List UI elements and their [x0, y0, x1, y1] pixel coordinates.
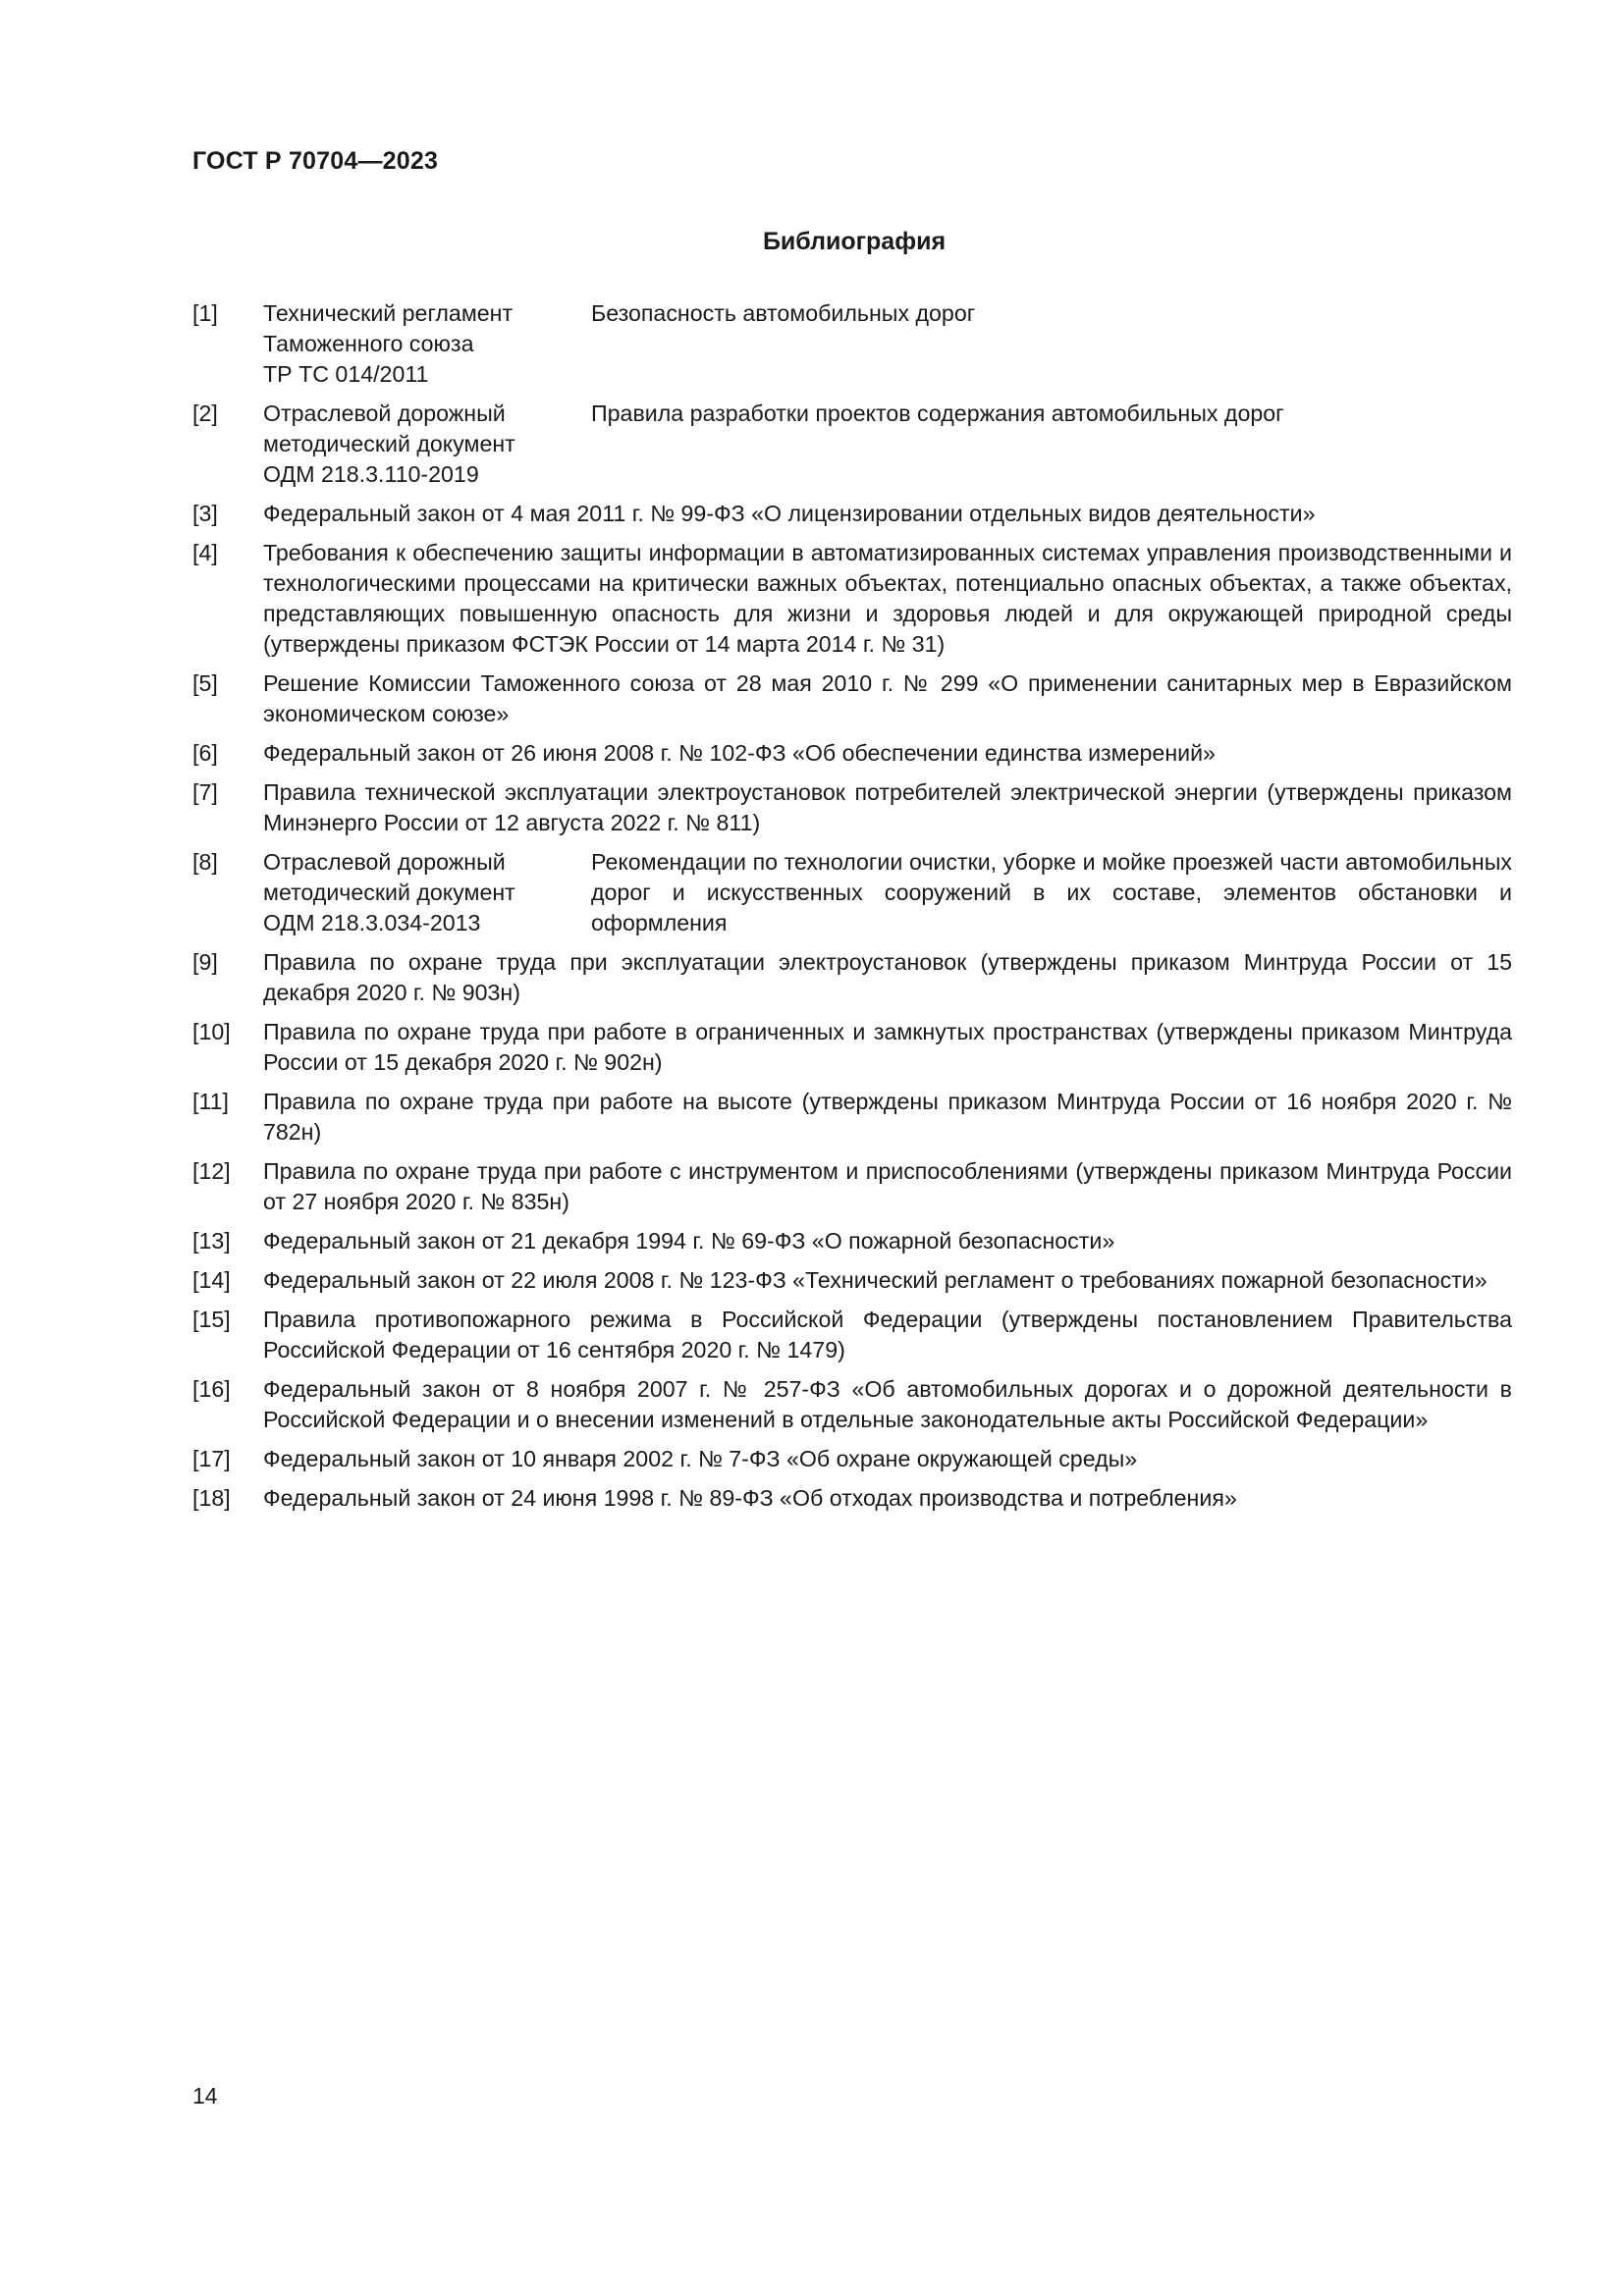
entry-text: Правила по охране труда при работе с инструментом и приспособлениями (утверждены приказом Минтруда России от 27 ноября 2020 г. № 835н): [263, 1158, 1512, 1214]
entry-doc-line: Таможенного союза: [263, 331, 474, 356]
entry-number: [17]: [192, 1446, 231, 1471]
entry-number: [11]: [192, 1089, 229, 1114]
bibliography-entry: [192, 298, 1512, 390]
bibliography-list: [192, 298, 1512, 1522]
entry-text: Правила противопожарного режима в Российской Федерации (утверждены постановлением Правительства Российской Федерации от 16 сентября 2020 г. № 1479): [263, 1307, 1512, 1362]
bibliography-entry: [192, 1017, 1512, 1078]
entry-number: [13]: [192, 1228, 231, 1254]
entry-doc-line: ОДМ 218.3.110-2019: [263, 461, 479, 487]
entry-title: Правила разработки проектов содержания автомобильных дорог: [591, 400, 1284, 426]
entry-doc-line: Отраслевой дорожный: [263, 849, 506, 875]
entry-text: Правила по охране труда при работе в ограниченных и замкнутых пространствах (утверждены приказом Минтруда России от 15 декабря 2020 г. № 902н): [263, 1019, 1512, 1075]
bibliography-entry: [192, 538, 1512, 660]
entry-document-type: [263, 399, 591, 490]
entry-document-type: [263, 847, 591, 938]
entry-number: [2]: [192, 400, 218, 426]
bibliography-entry: [192, 947, 1512, 1008]
entry-number: [12]: [192, 1158, 231, 1184]
entry-number: [6]: [192, 740, 218, 766]
entry-number: [4]: [192, 540, 218, 565]
bibliography-entry: [192, 1156, 1512, 1217]
entry-number: [16]: [192, 1376, 231, 1402]
entry-number: [3]: [192, 501, 218, 526]
entry-text: Федеральный закон от 22 июля 2008 г. № 123-ФЗ «Технический регламент о требованиях пожарной безопасности»: [263, 1267, 1488, 1293]
entry-title: Безопасность автомобильных дорог: [591, 300, 976, 326]
page-number: 14: [192, 2083, 218, 2109]
bibliography-entry: [192, 738, 1512, 769]
bibliography-entry: [192, 1483, 1512, 1514]
entry-document-type: [263, 298, 591, 390]
bibliography-entry: [192, 1374, 1512, 1435]
bibliography-entry: [192, 1305, 1512, 1365]
entry-text: Правила по охране труда при работе на высоте (утверждены приказом Минтруда России от 16 ноября 2020 г. № 782н): [263, 1089, 1512, 1145]
entry-text: Федеральный закон от 21 декабря 1994 г. № 69-ФЗ «О пожарной безопасности»: [263, 1228, 1115, 1254]
entry-text: Требования к обеспечению защиты информации в автоматизированных системах управления производственными и технологическими процессами на критически важных объектах, потенциально опасных объектах, а также объектах, представляющих повышенную опасность для жизни и здоровья людей и для окружающей природной среды (утверждены приказом ФСТЭК России от 14 марта 2014 г. № 31): [263, 540, 1512, 657]
bibliography-entry: [192, 499, 1512, 529]
bibliography-entry: [192, 1226, 1512, 1256]
entry-doc-line: ТР ТС 014/2011: [263, 361, 429, 387]
entry-number: [5]: [192, 670, 218, 696]
entry-doc-line: Технический регламент: [263, 300, 514, 326]
entry-text: Правила по охране труда при эксплуатации электроустановок (утверждены приказом Минтруда России от 15 декабря 2020 г. № 903н): [263, 949, 1512, 1005]
entry-text: Решение Комиссии Таможенного союза от 28 мая 2010 г. № 299 «О применении санитарных мер в Евразийском экономическом союзе»: [263, 670, 1512, 726]
entry-doc-line: методический документ: [263, 880, 515, 905]
entry-text: Федеральный закон от 24 июня 1998 г. № 89-ФЗ «Об отходах производства и потребления»: [263, 1485, 1237, 1511]
entry-number: [10]: [192, 1019, 231, 1044]
entry-text: Федеральный закон от 4 мая 2011 г. № 99-ФЗ «О лицензировании отдельных видов деятельности»: [263, 501, 1316, 526]
bibliography-entry: [192, 1444, 1512, 1474]
entry-number: [9]: [192, 949, 218, 975]
entry-doc-line: методический документ: [263, 431, 515, 456]
entry-number: [1]: [192, 300, 218, 326]
bibliography-entry: [192, 1265, 1512, 1296]
entry-number: [7]: [192, 779, 218, 805]
entry-number: [15]: [192, 1307, 231, 1332]
section-title: Библиография: [762, 228, 947, 255]
bibliography-entry: [192, 668, 1512, 729]
entry-title: Рекомендации по технологии очистки, уборке и мойке проезжей части автомобильных дорог и искусственных сооружений в их составе, элементов обстановки и оформления: [591, 849, 1512, 935]
entry-text: Федеральный закон от 26 июня 2008 г. № 102-ФЗ «Об обеспечении единства измерений»: [263, 740, 1216, 766]
document-header: ГОСТ Р 70704—2023: [192, 147, 439, 175]
bibliography-entry: [192, 777, 1512, 838]
entry-number: [8]: [192, 849, 218, 875]
entry-number: [18]: [192, 1485, 231, 1511]
entry-text: Правила технической эксплуатации электроустановок потребителей электрической энергии (утверждены приказом Минэнерго России от 12 августа 2022 г. № 811): [263, 779, 1512, 835]
entry-text: Федеральный закон от 10 января 2002 г. № 7-ФЗ «Об охране окружающей среды»: [263, 1446, 1138, 1471]
bibliography-entry: [192, 399, 1512, 490]
bibliography-entry: [192, 1087, 1512, 1148]
entry-number: [14]: [192, 1267, 231, 1293]
entry-doc-line: ОДМ 218.3.034-2013: [263, 910, 481, 935]
bibliography-entry: [192, 847, 1512, 938]
entry-doc-line: Отраслевой дорожный: [263, 400, 506, 426]
entry-text: Федеральный закон от 8 ноября 2007 г. № 257-ФЗ «Об автомобильных дорогах и о дорожной деятельности в Российской Федерации и о внесении изменений в отдельные законодательные акты Российской Федерации»: [263, 1376, 1512, 1432]
